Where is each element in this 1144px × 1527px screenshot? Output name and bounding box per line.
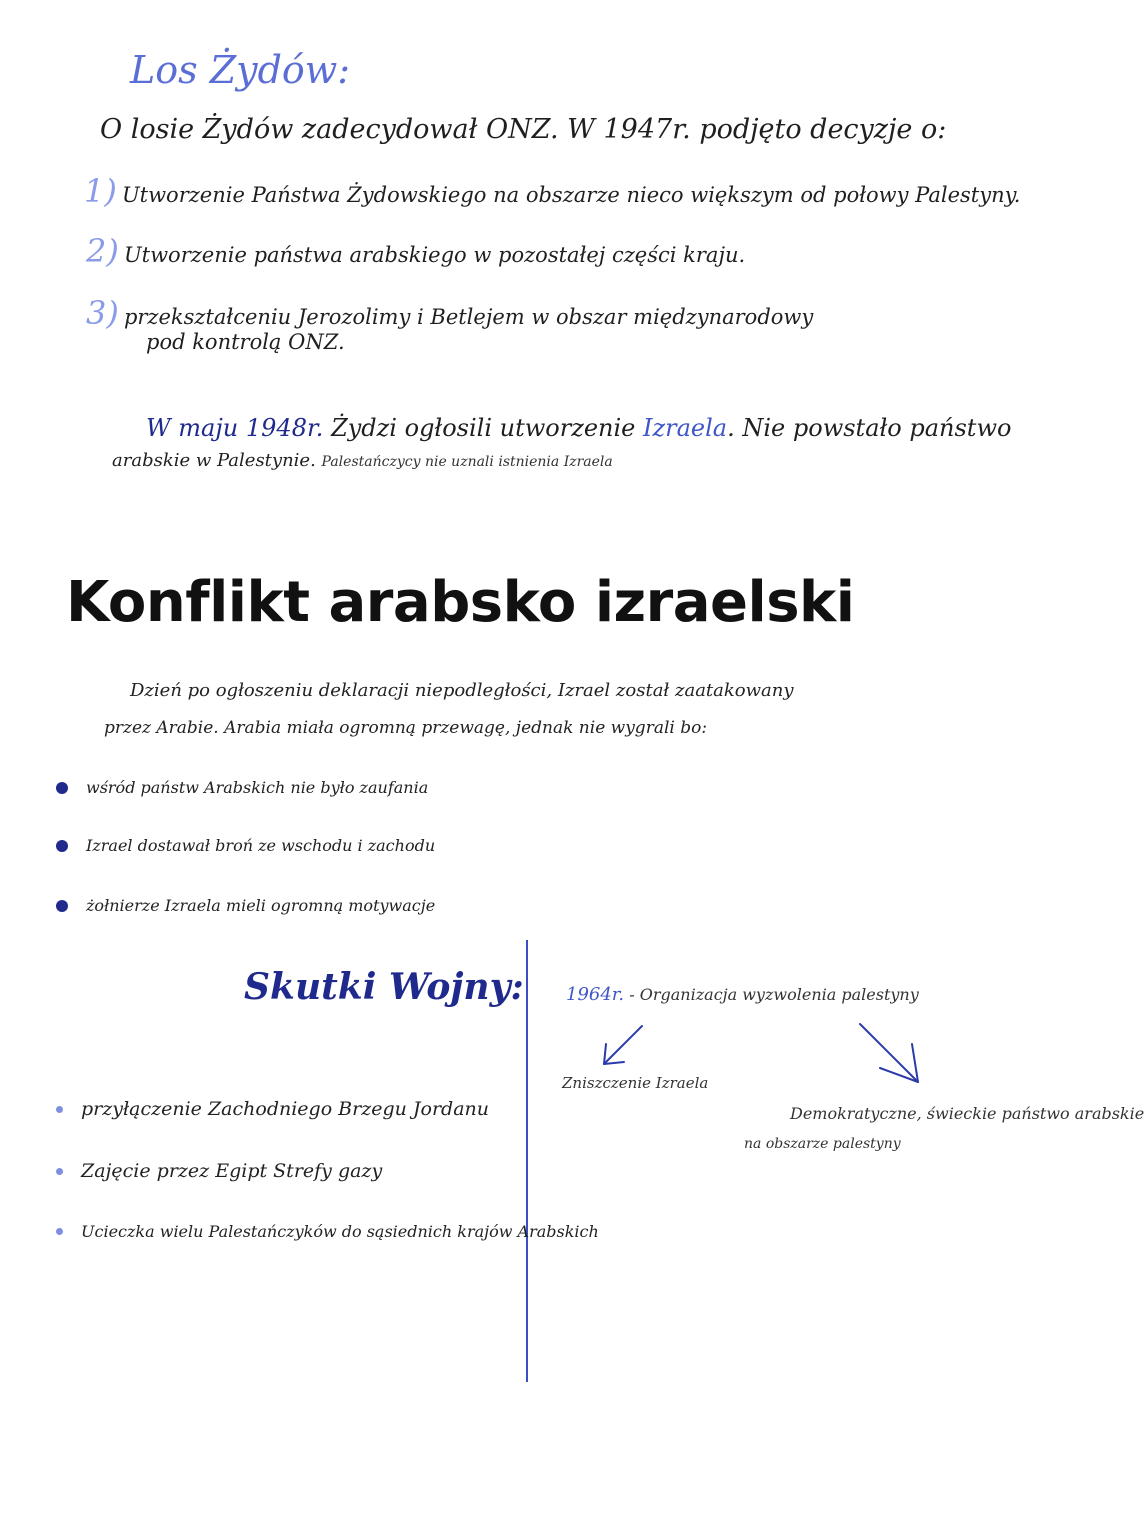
goal-right-text: Demokratyczne, świeckie państwo arabskie [790, 1104, 1144, 1123]
list-number: 1) [84, 172, 117, 210]
list-number: 3) [86, 294, 119, 332]
intro-text: O losie Żydów zadecydował ONZ. W 1947r. podjęto decyzje o: [100, 114, 947, 145]
list-text: Utworzenie państwa arabskiego w pozostałej części kraju. [123, 243, 746, 267]
goal-left-text: Zniszczenie Izraela [562, 1074, 709, 1092]
list-text: Zajęcie przez Egipt Strefy gazy [81, 1160, 383, 1182]
arrow-right-icon [860, 1024, 918, 1082]
section-heading-skutki: Skutki Wojny: [244, 966, 524, 1008]
list-text: Ucieczka wielu Palestańczyków do sąsiednich krajów Arabskich [81, 1222, 599, 1241]
date-text: W maju 1948r. [146, 414, 324, 442]
year-text: 1964r. [566, 984, 625, 1005]
list-text: wśród państw Arabskich nie było zaufania [86, 778, 429, 797]
list-text: żołnierze Izraela mieli ogromną motywacje [86, 896, 436, 915]
list-text: Izrael dostawał broń ze wschodu i zachodu [86, 836, 436, 855]
paragraph-line: przez Arabie. Arabia miała ogromną przewagę, jednak nie wygrali bo: [104, 718, 708, 738]
section-heading-los-zydow: Los Żydów: [130, 48, 351, 92]
paragraph-text: . Nie powstało państwo [727, 414, 1012, 442]
page-title: Konflikt arabsko izraelski [66, 570, 855, 635]
list-text: Utworzenie Państwa Żydowskiego na obszarze nieco większym od połowy Palestyny. [121, 183, 1021, 207]
paragraph-text: arabskie w Palestynie. [112, 450, 316, 471]
arrow-left-icon [604, 1026, 642, 1064]
list-text: przyłączenie Zachodniego Brzegu Jordanu [81, 1098, 490, 1120]
list-text: przekształceniu Jerozolimy i Betlejem w obszar międzynarodowy [123, 305, 814, 329]
paragraph-line: Dzień po ogłoszeniu deklaracji niepodległości, Izrael został zaatakowany [130, 680, 794, 701]
paragraph-small-text: Palestańczycy nie uznali istnienia Izraela [321, 454, 613, 470]
israel-text: Izraela [643, 414, 728, 442]
list-text-continued: pod kontrolą ONZ. [146, 330, 345, 354]
list-number: 2) [86, 232, 119, 270]
organization-text: - Organizacja wyzwolenia palestyny [624, 985, 919, 1004]
paragraph-text: Żydzi ogłosili utworzenie [323, 414, 644, 442]
goal-right-text-line2: na obszarze palestyny [744, 1136, 901, 1152]
